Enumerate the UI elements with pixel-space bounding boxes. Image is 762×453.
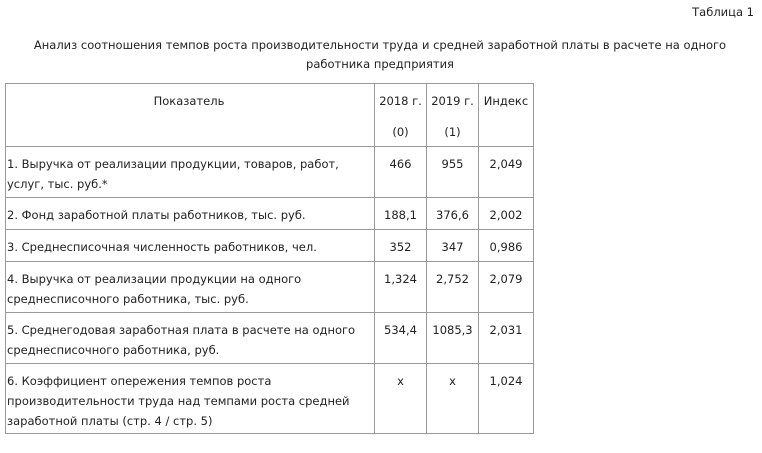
row-2019-value: 2,752 (427, 262, 479, 313)
row-2018-value: 1,324 (375, 262, 427, 313)
table-number-label: Таблица 1 (692, 5, 754, 19)
row-index-value: 2,079 (479, 262, 534, 313)
row-2018-value: 352 (375, 230, 427, 262)
header-2019-sub: (1) (444, 125, 461, 139)
row-2019-value: 1085,3 (427, 313, 479, 364)
table-row (6, 230, 534, 262)
table-row (6, 364, 534, 434)
table-caption: Анализ соотношения темпов роста производительности труда и средней заработной платы в расчете на одного работника предприятия (33, 38, 727, 71)
header-2018 (375, 84, 427, 147)
row-index-value: 2,031 (479, 313, 534, 364)
row-indicator: 6. Коэффициент опережения темпов роста производительности труда над темпами роста средней заработной платы (стр. 4 / стр. 5) (6, 364, 375, 434)
header-2018-sub: (0) (392, 125, 409, 139)
row-index-value: 0,986 (479, 230, 534, 262)
row-2018-value: 188,1 (375, 198, 427, 230)
row-2018-value: 534,4 (375, 313, 427, 364)
table-row (6, 313, 534, 364)
row-indicator: 2. Фонд заработной платы работников, тыс. руб. (6, 198, 375, 230)
row-indicator: 3. Среднесписочная численность работников, чел. (6, 230, 375, 262)
row-2019-value: x (427, 364, 479, 434)
header-2019 (427, 84, 479, 147)
row-indicator: 4. Выручка от реализации продукции на одного среднесписочного работника, тыс. руб. (6, 262, 375, 313)
row-2019-value: 955 (427, 147, 479, 198)
header-2019-label: 2019 г. (431, 94, 474, 108)
data-table (5, 83, 534, 434)
header-2018-label: 2018 г. (379, 94, 422, 108)
table-row (6, 198, 534, 230)
row-index-value: 2,049 (479, 147, 534, 198)
header-indicator: Показатель (6, 84, 375, 147)
row-2019-value: 347 (427, 230, 479, 262)
row-indicator: 1. Выручка от реализации продукции, товаров, работ, услуг, тыс. руб.* (6, 147, 375, 198)
row-index-value: 1,024 (479, 364, 534, 434)
row-2019-value: 376,6 (427, 198, 479, 230)
row-2018-value: 466 (375, 147, 427, 198)
table-row (6, 262, 534, 313)
header-index: Индекс (479, 84, 534, 147)
table-header-row (6, 84, 534, 147)
row-2018-value: x (375, 364, 427, 434)
table-row (6, 147, 534, 198)
row-indicator: 5. Среднегодовая заработная плата в расчете на одного среднесписочного работника, руб. (6, 313, 375, 364)
row-index-value: 2,002 (479, 198, 534, 230)
